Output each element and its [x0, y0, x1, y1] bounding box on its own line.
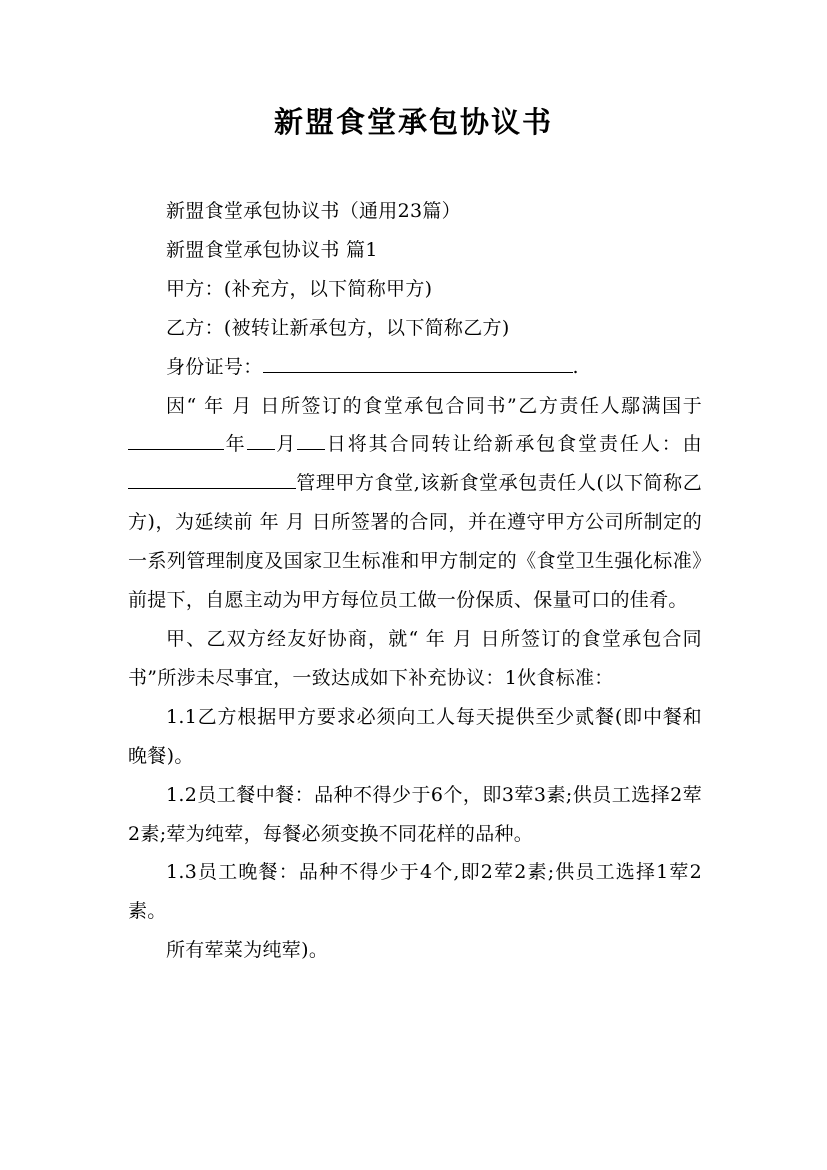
subtitle-line: 新盟食堂承包协议书（通用23篇）: [166, 200, 461, 222]
clause-1-3: 1.3员工晚餐：品种不得少于4个,即2荤2素;供员工选择1荤2素。: [128, 861, 702, 923]
clause-note: 所有荤菜为纯荤)。: [166, 939, 329, 962]
id-end-mark: .: [572, 355, 579, 378]
paragraph-agreement: 甲、乙双方经友好协商，就“ 年 月 日所签订的食堂承包合同书”所涉未尽事宜，一致达成如下补充协议：1伙食标准：: [128, 627, 702, 689]
para1-part-d: 日将其合同转让给新承包食堂责任人：由: [325, 433, 702, 456]
id-number-blank: [263, 354, 573, 373]
para1-part-c: 月: [274, 433, 298, 456]
party-b-line: 乙方：(被转让新承包方，以下简称乙方): [166, 316, 510, 339]
para1-part-b: 年: [224, 433, 247, 456]
id-number-line: [128, 348, 702, 387]
month-blank: [247, 431, 275, 450]
year-blank: [128, 431, 224, 450]
id-label: 身份证号：: [166, 355, 263, 378]
paragraph-transfer: [128, 387, 702, 620]
document-title: 新盟食堂承包协议书: [273, 105, 553, 139]
para1-part-a: 因“ 年 月 日所签订的食堂承包合同书”乙方责任人鄢满国于: [166, 394, 702, 417]
clause-1-1: 1.1乙方根据甲方要求必须向工人每天提供至少贰餐(即中餐和晚餐)。: [128, 705, 702, 767]
clause-1-2: 1.2员工餐中餐：品种不得少于6个，即3荤3素;供员工选择2荤2素;荤为纯荤，每餐必须变换不同花样的品种。: [128, 783, 702, 845]
section-heading: 新盟食堂承包协议书 篇1: [166, 238, 378, 261]
document-body: [128, 192, 702, 970]
manager-name-blank: [128, 470, 296, 489]
para1-part-e: 管理甲方食堂,该新食堂承包责任人(以下简称乙方)，为延续前 年 月 日所签署的合同，并在遵守甲方公司所制定的一系列管理制度及国家卫生标准和甲方制定的《食堂卫生强化标准》前提下，自愿主动为甲方每位员工做一份保质、保量可口的佳肴。: [128, 472, 702, 612]
party-a-line: 甲方：(补充方，以下简称甲方): [166, 277, 433, 300]
day-blank: [297, 431, 325, 450]
